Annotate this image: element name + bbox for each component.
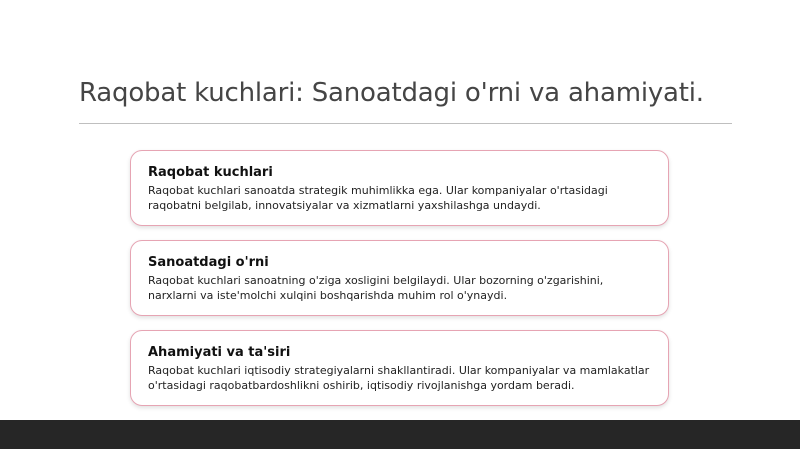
card-heading: Raqobat kuchlari [148, 165, 273, 180]
card-heading: Sanoatdagi o'rni [148, 255, 269, 270]
card-sanoatdagi-orni [130, 240, 669, 316]
card-body-line: o'rtasidagi raqobatbardoshlikni oshirib, iqtisodiy rivojlanishga yordam beradi. [148, 379, 575, 392]
card-body [148, 363, 650, 393]
slide-title: Raqobat kuchlari: Sanoatdagi o'rni va ahamiyati. [79, 78, 704, 108]
card-body-line: raqobatni belgilab, innovatsiyalar va xizmatlarni yaxshilashga undaydi. [148, 199, 541, 212]
card-ahamiyati-va-tasiri [130, 330, 669, 406]
title-divider [79, 123, 732, 124]
card-raqobat-kuchlari [130, 150, 669, 226]
card-body-line: Raqobat kuchlari sanoatda strategik muhimlikka ega. Ular kompaniyalar o'rtasidagi [148, 184, 608, 197]
card-body-line: Raqobat kuchlari sanoatning o'ziga xosligini belgilaydi. Ular bozorning o'zgarishini, [148, 274, 604, 287]
card-heading: Ahamiyati va ta'siri [148, 345, 291, 360]
card-body [148, 273, 650, 303]
footer-bar [0, 420, 800, 449]
card-body-line: Raqobat kuchlari iqtisodiy strategiyalarni shakllantiradi. Ular kompaniyalar va mamlakatlar [148, 364, 650, 377]
card-body [148, 183, 650, 213]
card-body-line: narxlarni va iste'molchi xulqini boshqarishda muhim rol o'ynaydi. [148, 289, 508, 302]
